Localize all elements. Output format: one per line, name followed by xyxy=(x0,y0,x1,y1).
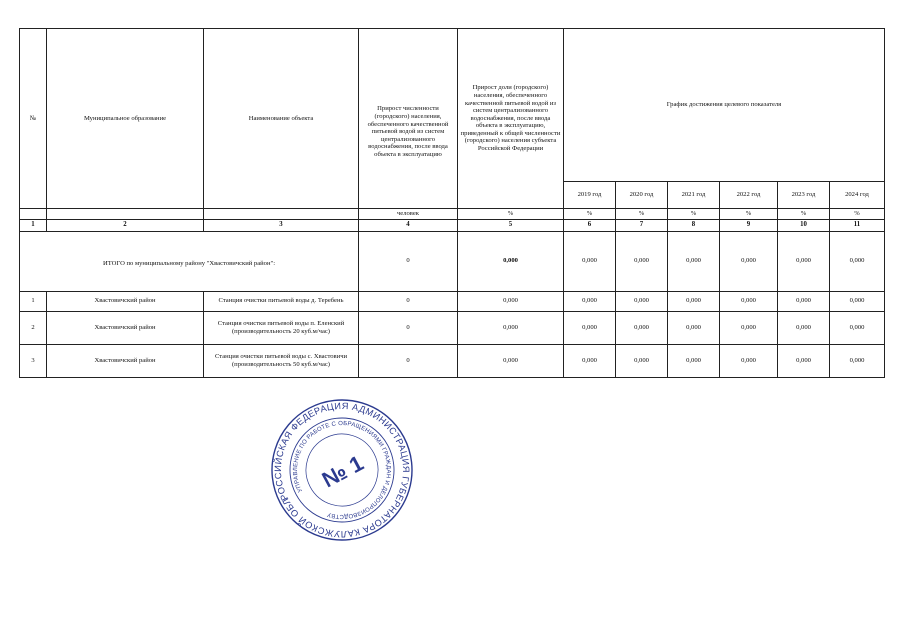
row-object: Станция очистки питьевой воды с. Хвастовичи (производительность 50 куб.м/час) xyxy=(204,344,359,377)
header-growth-count: Прирост численности (городского) населения, обеспеченного качественной питьевой водой из систем централизованного водоснабжения, после ввода объекта в эксплуатацию xyxy=(359,29,458,209)
row-value: 0,000 xyxy=(616,311,668,344)
row-count: 0 xyxy=(359,311,458,344)
row-share: 0,000 xyxy=(458,291,564,311)
header-num: № xyxy=(20,29,47,209)
row-value: 0,000 xyxy=(668,311,720,344)
itogo-label: ИТОГО по муниципальному району "Хвастовичский район": xyxy=(20,231,359,291)
column-number: 4 xyxy=(359,219,458,231)
header-row xyxy=(20,29,885,182)
row-num: 2 xyxy=(20,311,47,344)
row-value: 0,000 xyxy=(778,344,830,377)
table-row xyxy=(20,291,885,311)
header-year: 2021 год xyxy=(668,182,720,209)
itogo-value: 0,000 xyxy=(564,231,616,291)
row-value: 0,000 xyxy=(720,291,778,311)
column-number: 11 xyxy=(830,219,885,231)
row-object: Станция очистки питьевой воды д. Теребень xyxy=(204,291,359,311)
unit-pct: % xyxy=(778,209,830,220)
row-value: 0,000 xyxy=(830,344,885,377)
row-value: 0,000 xyxy=(720,311,778,344)
header-object: Наименование объекта xyxy=(204,29,359,209)
column-number: 5 xyxy=(458,219,564,231)
row-share: 0,000 xyxy=(458,344,564,377)
row-count: 0 xyxy=(359,291,458,311)
seal-inner-text: УПРАВЛЕНИЕ ПО РАБОТЕ С ОБРАЩЕНИЯМИ ГРАЖДАН И ДЕЛОПРОИЗВОДСТВУ xyxy=(292,420,392,520)
row-value: 0,000 xyxy=(720,344,778,377)
column-number: 3 xyxy=(204,219,359,231)
seal-outer-text: РОССИЙСКАЯ ФЕДЕРАЦИЯ АДМИНИСТРАЦИЯ ГУБЕРНАТОРА КАЛУЖСКОЙ ОБЛАСТИ xyxy=(272,400,412,540)
row-municipality: Хвастовичский район xyxy=(47,291,204,311)
row-municipality: Хвастовичский район xyxy=(47,311,204,344)
row-num: 3 xyxy=(20,344,47,377)
row-value: 0,000 xyxy=(616,344,668,377)
header-year: 2022 год xyxy=(720,182,778,209)
header-municipality: Муниципальное образование xyxy=(47,29,204,209)
row-share: 0,000 xyxy=(458,311,564,344)
row-value: 0,000 xyxy=(668,291,720,311)
itogo-value: 0,000 xyxy=(778,231,830,291)
row-value: 0,000 xyxy=(564,344,616,377)
header-year: 2024 год xyxy=(830,182,885,209)
itogo-value: 0,000 xyxy=(720,231,778,291)
row-municipality: Хвастовичский район xyxy=(47,344,204,377)
unit-pct: % xyxy=(458,209,564,220)
row-num: 1 xyxy=(20,291,47,311)
column-numbers-row xyxy=(20,219,885,231)
column-number: 2 xyxy=(47,219,204,231)
unit-pct: % xyxy=(564,209,616,220)
unit-pct: % xyxy=(668,209,720,220)
unit-pct: % xyxy=(616,209,668,220)
header-year: 2019 год xyxy=(564,182,616,209)
header-year: 2020 год xyxy=(616,182,668,209)
itogo-count: 0 xyxy=(359,231,458,291)
header-growth-share: Прирост доли (городского) населения, обеспеченного качественной питьевой водой из систем централизованного водоснабжения, после ввода объекта в эксплуатацию, приведенный к общей численности (городского) населения субъекта Российской Федерации xyxy=(458,29,564,209)
itogo-value: 0,000 xyxy=(830,231,885,291)
unit-pct: % xyxy=(830,209,885,220)
itogo-value: 0,000 xyxy=(668,231,720,291)
itogo-value: 0,000 xyxy=(616,231,668,291)
itogo-share: 0,000 xyxy=(458,231,564,291)
unit-pct: % xyxy=(720,209,778,220)
column-number: 6 xyxy=(564,219,616,231)
row-count: 0 xyxy=(359,344,458,377)
column-number: 10 xyxy=(778,219,830,231)
header-schedule: График достижения целевого показателя xyxy=(564,29,885,182)
official-seal xyxy=(270,398,414,542)
unit-people: человек xyxy=(359,209,458,220)
row-value: 0,000 xyxy=(830,311,885,344)
column-number: 7 xyxy=(616,219,668,231)
column-number: 1 xyxy=(20,219,47,231)
row-value: 0,000 xyxy=(564,291,616,311)
row-object: Станция очистки питьевой воды п. Еленский (производительность 20 куб.м/час) xyxy=(204,311,359,344)
row-value: 0,000 xyxy=(564,311,616,344)
seal-number: № 1 xyxy=(317,450,368,493)
row-value: 0,000 xyxy=(778,291,830,311)
row-value: 0,000 xyxy=(668,344,720,377)
header-year: 2023 год xyxy=(778,182,830,209)
row-value: 0,000 xyxy=(830,291,885,311)
column-number: 8 xyxy=(668,219,720,231)
column-number: 9 xyxy=(720,219,778,231)
indicator-table xyxy=(19,28,885,378)
itogo-row xyxy=(20,231,885,291)
table-row xyxy=(20,311,885,344)
row-value: 0,000 xyxy=(616,291,668,311)
row-value: 0,000 xyxy=(778,311,830,344)
units-row xyxy=(20,209,885,220)
table-row xyxy=(20,344,885,377)
